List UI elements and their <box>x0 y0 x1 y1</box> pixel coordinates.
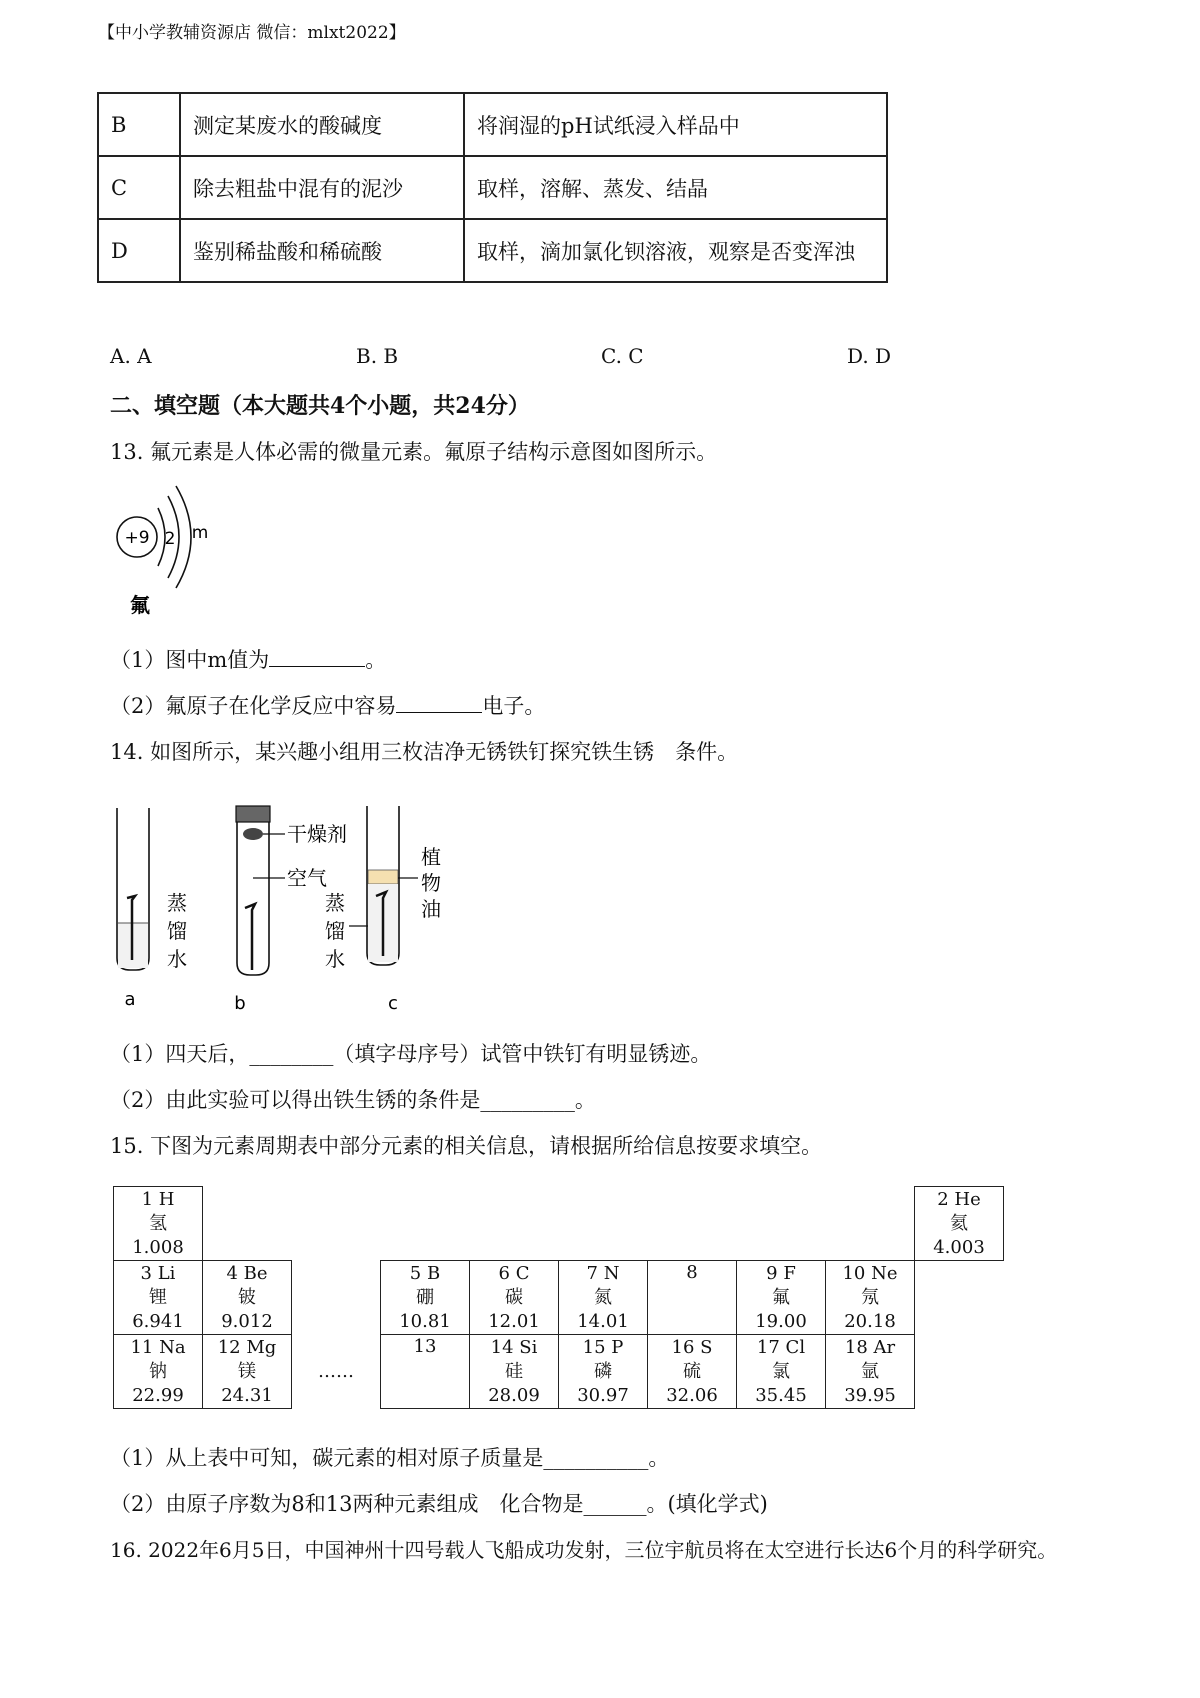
element-name: 氮 <box>594 1286 612 1308</box>
atomic-mass: 35.45 <box>755 1384 807 1406</box>
atomic-symbol: 7 N <box>586 1262 620 1284</box>
q16-stem: 16. 2022年6月5日，中国神州十四号载人飞船成功发射，三位宇航员将在太空进行长达6个月的科学研究。 <box>110 1538 1058 1562</box>
element-cell-na <box>114 1335 203 1409</box>
atomic-mass: 6.941 <box>132 1310 184 1332</box>
atomic-symbol: 13 <box>413 1336 437 1357</box>
table-cell: C <box>98 156 180 219</box>
shell-2-electrons: m <box>191 523 209 543</box>
q15-stem: 15. 下图为元素周期表中部分元素的相关信息，请根据所给信息按要求填空。 <box>110 1134 823 1158</box>
atomic-mass: 20.18 <box>844 1310 896 1332</box>
q15-part2: （2）由原子序数为8和13两种元素组成 化合物是______。(填化学式) <box>110 1492 768 1516</box>
q13-part2-text: （2）氟原子在化学反应中容易 <box>110 694 397 718</box>
water-label-a-2: 馏 <box>167 919 187 943</box>
periodic-row-2 <box>114 1261 1004 1335</box>
element-cell-li <box>114 1261 203 1335</box>
atomic-symbol: 18 Ar <box>844 1336 896 1358</box>
water-label-c-3: 水 <box>325 947 345 971</box>
element-name: 氦 <box>950 1212 968 1234</box>
element-cell-13 <box>381 1335 470 1409</box>
element-cell-be <box>203 1261 292 1335</box>
page-header: 【中小学教辅资源店 微信：mlxt2022】 <box>98 23 406 43</box>
atomic-mass: 12.01 <box>488 1310 540 1332</box>
element-name: 铍 <box>238 1286 256 1308</box>
q14-part2: （2）由此实验可以得出铁生锈的条件是_________。 <box>110 1088 596 1112</box>
q13-part2 <box>110 694 545 719</box>
element-name: 氯 <box>772 1360 790 1382</box>
element-cell-b <box>381 1261 470 1335</box>
options-table <box>97 92 888 283</box>
oil-label-2: 物 <box>421 871 441 895</box>
periodic-row-3 <box>114 1335 1004 1409</box>
atomic-symbol: 12 Mg <box>217 1336 277 1358</box>
element-name: 氩 <box>861 1360 879 1382</box>
atomic-mass: 39.95 <box>844 1384 896 1406</box>
atomic-symbol: 9 F <box>766 1262 796 1284</box>
element-name: 锂 <box>149 1286 167 1308</box>
q13-part2-end: 电子。 <box>482 694 546 718</box>
shell-1-electrons: 2 <box>164 529 176 549</box>
nail-b <box>245 904 255 970</box>
element-name: 硫 <box>683 1360 701 1382</box>
element-cell-8 <box>648 1261 737 1335</box>
table-cell: B <box>98 93 180 156</box>
atomic-symbol: 4 Be <box>226 1262 268 1284</box>
desiccant-b <box>243 828 263 840</box>
atomic-mass: 14.01 <box>577 1310 629 1332</box>
atomic-symbol: 16 S <box>671 1336 713 1358</box>
atomic-symbol: 14 Si <box>490 1336 538 1358</box>
element-cell-ne <box>826 1261 915 1335</box>
water-label-c-2: 馏 <box>325 919 345 943</box>
atomic-symbol: 3 Li <box>140 1262 176 1284</box>
element-cell-ar <box>826 1335 915 1409</box>
element-name: 镁 <box>238 1360 256 1382</box>
element-cell-n <box>559 1261 648 1335</box>
atomic-mass: 9.012 <box>221 1310 273 1332</box>
atomic-mass: 4.003 <box>933 1236 985 1258</box>
answer-blank[interactable] <box>396 694 482 713</box>
element-name: 氖 <box>861 1286 879 1308</box>
element-name: 硅 <box>505 1360 523 1382</box>
oil-label-3: 油 <box>421 897 441 921</box>
q15-part1: （1）从上表中可知，碳元素的相对原子质量是__________。 <box>110 1446 670 1470</box>
empty-cell <box>292 1261 381 1335</box>
table-cell: 除去粗盐中混有的泥沙 <box>180 156 464 219</box>
element-cell-mg <box>203 1335 292 1409</box>
label-b: b <box>234 993 246 1014</box>
table-cell: 鉴别稀盐酸和稀硫酸 <box>180 219 464 282</box>
air-label: 空气 <box>287 866 327 890</box>
table-cell: 取样，滴加氯化钡溶液，观察是否变浑浊 <box>464 219 887 282</box>
choice-d[interactable]: D. D <box>847 344 892 368</box>
answer-blank[interactable] <box>269 648 365 667</box>
water-label-a-1: 蒸 <box>167 891 187 915</box>
atomic-mass: 19.00 <box>755 1310 807 1332</box>
atomic-mass: 1.008 <box>132 1236 184 1258</box>
atomic-symbol: 15 P <box>582 1336 624 1358</box>
water-label-a-3: 水 <box>167 947 187 971</box>
element-name: 氟 <box>130 593 150 617</box>
section-title: 二、填空题（本大题共4个小题，共24分） <box>110 393 530 419</box>
empty-cell <box>826 1187 915 1261</box>
desiccant-label: 干燥剂 <box>287 822 347 846</box>
element-cell-c <box>470 1261 559 1335</box>
atomic-mass: 30.97 <box>577 1384 629 1406</box>
atomic-mass: 24.31 <box>221 1384 273 1406</box>
table-cell: D <box>98 219 180 282</box>
q13-stem: 13. 氟元素是人体必需的微量元素。氟原子结构示意图如图所示。 <box>110 440 718 464</box>
choice-a[interactable]: A. A <box>110 344 152 368</box>
atomic-symbol: 2 He <box>937 1188 981 1210</box>
element-name: 碳 <box>505 1286 523 1308</box>
ellipsis-cell: …… <box>318 1360 354 1382</box>
element-cell-p <box>559 1335 648 1409</box>
atomic-symbol: 5 B <box>409 1262 441 1284</box>
q14-stem: 14. 如图所示，某兴趣小组用三枚洁净无锈铁钉探究铁生锈 条件。 <box>110 740 739 764</box>
q14-part1: （1）四天后，________（填字母序号）试管中铁钉有明显锈迹。 <box>110 1042 712 1066</box>
oil-layer-c <box>368 870 398 884</box>
element-cell-he <box>915 1187 1004 1261</box>
table-cell: 将润湿的pH试纸浸入样品中 <box>464 93 887 156</box>
atomic-symbol: 6 C <box>498 1262 530 1284</box>
stopper-b <box>236 806 270 822</box>
atomic-symbol: 11 Na <box>130 1336 186 1358</box>
periodic-table <box>113 1186 1004 1409</box>
atomic-symbol: 8 <box>686 1262 698 1283</box>
fluorine-atom-diagram <box>110 482 230 622</box>
label-a: a <box>124 989 136 1010</box>
table-row <box>98 93 887 156</box>
element-name: 钠 <box>149 1360 167 1382</box>
element-name: 氢 <box>149 1212 167 1234</box>
element-cell-si <box>470 1335 559 1409</box>
choice-b[interactable]: B. B <box>356 344 399 368</box>
atomic-mass: 10.81 <box>399 1310 451 1332</box>
label-c: c <box>388 993 398 1014</box>
empty-cell <box>292 1187 381 1261</box>
periodic-row-1 <box>114 1187 1004 1261</box>
atomic-symbol: 10 Ne <box>842 1262 898 1284</box>
table-cell: 测定某废水的酸碱度 <box>180 93 464 156</box>
q13-part1 <box>110 648 386 673</box>
q13-part1-text: （1）图中m值为 <box>110 648 270 672</box>
oil-label-1: 植 <box>421 845 441 869</box>
empty-cell <box>737 1187 826 1261</box>
nucleus-charge: +9 <box>124 528 150 548</box>
table-row <box>98 219 887 282</box>
test-tubes-diagram <box>105 798 505 1018</box>
element-cell-h <box>114 1187 203 1261</box>
atomic-symbol: 17 Cl <box>756 1336 806 1358</box>
water-label-c-1: 蒸 <box>325 891 345 915</box>
empty-cell <box>470 1187 559 1261</box>
element-cell-cl <box>737 1335 826 1409</box>
element-cell-f <box>737 1261 826 1335</box>
empty-cell <box>648 1187 737 1261</box>
element-name: 磷 <box>594 1360 612 1382</box>
element-name: 硼 <box>416 1286 434 1308</box>
empty-cell <box>381 1187 470 1261</box>
empty-cell <box>559 1187 648 1261</box>
table-row <box>98 156 887 219</box>
element-cell-s <box>648 1335 737 1409</box>
empty-cell <box>203 1187 292 1261</box>
atomic-mass: 32.06 <box>666 1384 718 1406</box>
element-name: 氟 <box>772 1286 790 1308</box>
atomic-mass: 28.09 <box>488 1384 540 1406</box>
atomic-mass: 22.99 <box>132 1384 184 1406</box>
table-cell: 取样，溶解、蒸发、结晶 <box>464 156 887 219</box>
choice-c[interactable]: C. C <box>601 344 644 368</box>
atomic-symbol: 1 H <box>141 1188 175 1210</box>
q13-part1-end: 。 <box>365 648 387 672</box>
